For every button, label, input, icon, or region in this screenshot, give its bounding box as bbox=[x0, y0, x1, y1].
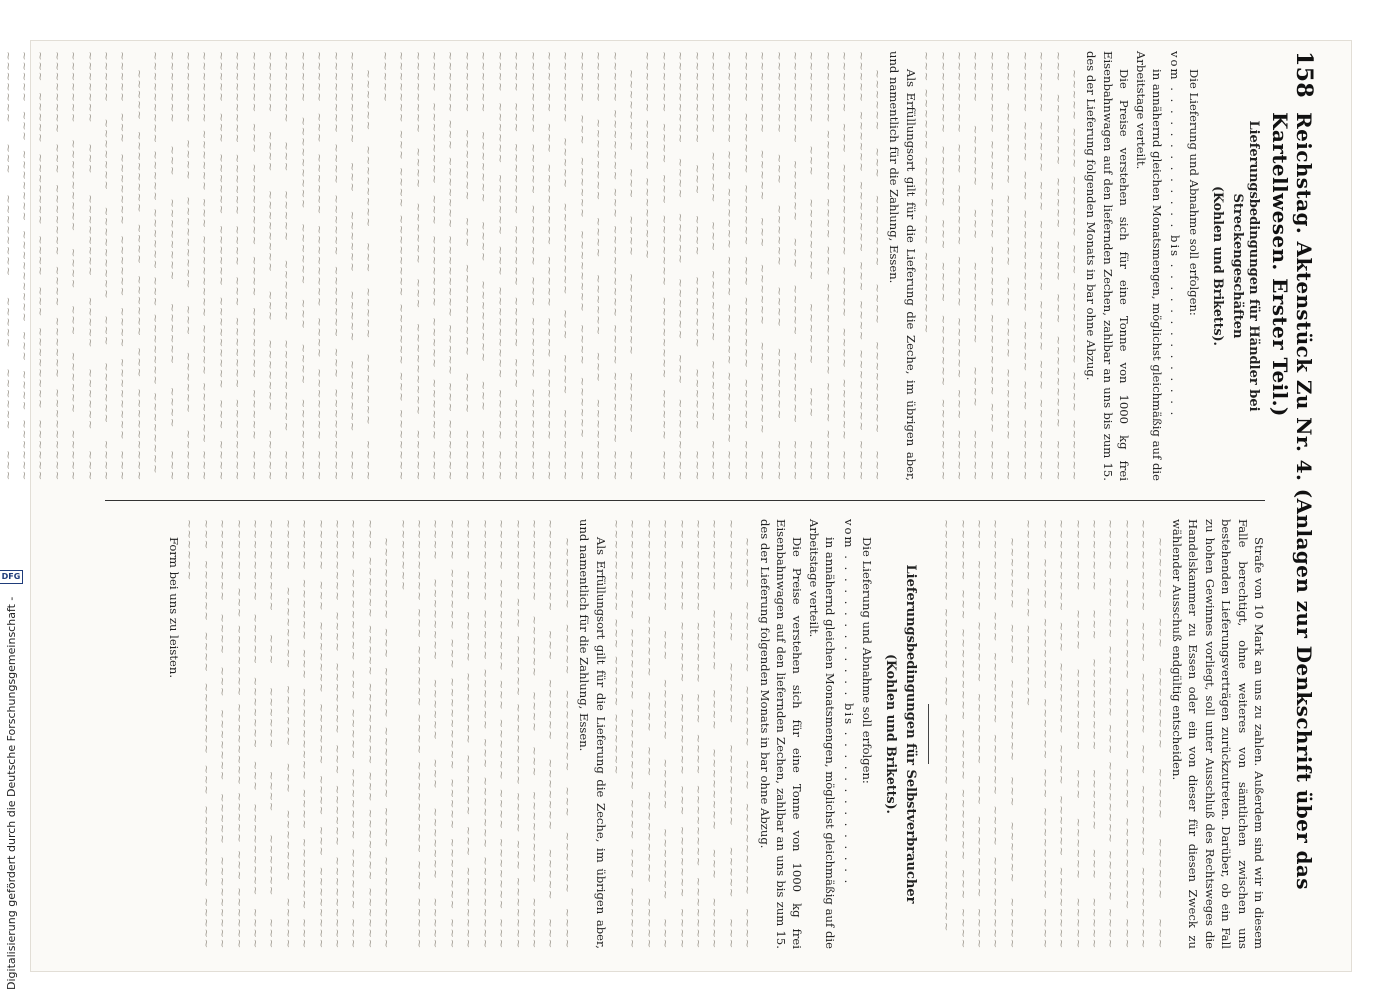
right-body-text: ~~~~~~ ~~~ ~~~~~~~~ ~~~~~ ~~~~~~ ~~~ ~~~~~~~~~ ~~~~ ~~~~~~ ~~~ ~~~~~~~ ~~~~~~~~ ~~~~~ ~~~ ~~~~~~ ~~~~~~~ ~~~~ ~~~~~~~~~ ~~~ ~~~~~ ~~~~~~ ~~~~~~~ ~~~ ~~~~~~~~ ~~~~~ ~~~~ ~~~~~~~ ~~~ ~~~~~~~~~ ~~~~~~ ~~~ ~~~~~ ~~~~~~~ ~~~~ ~~~~~~~~ ~~~ ~~~~~~ ~~~~~ ~~~~~~~~~ ~~~ ~~~~~~~ ~~~~ ~~~~~~ ~~~~~~~~ ~~~ ~~~~~ ~~~~~~~ ~~~~~~ ~~~ ~~~~~~~~~ ~~~~ ~~~~~~ ~~~ ~~~~~~~~ bbox=[1022, 519, 1168, 949]
right-para-1: in annähernd gleichen Monatsmengen, möglichst gleichmäßig auf die Arbeitstage verteilt. bbox=[806, 519, 838, 949]
right-body-text: ~~~~~~~ ~~~~ ~~~~~~~~ ~~~ ~~~~~~ ~~~~~ ~~~~~~~~ ~~~ ~~~~~~~ ~~~~~~ ~~~~ ~~~~~~~~~ ~~~ ~~~~~ ~~~~~~ ~~~~~~~ ~~~ ~~~~~~~~ ~~~~ ~~~~~~ ~~~ ~~~~~~~~~ ~~~~~ ~~~~~~~ ~~~ ~~~~ ~~~~~~~~ ~~~~~~ ~~~ ~~~~~~~ ~~~~~ ~~~~~~~~ bbox=[940, 519, 1020, 949]
left-section-subtitle: (Kohlen und Briketts). bbox=[1211, 186, 1227, 346]
page-header bbox=[1268, 51, 1317, 956]
left-intro: Die Lieferung und Abnahme soll erfolgen: bbox=[1186, 69, 1201, 316]
left-dots-line: vom . . . . . . . . . . . . . bis . . . . . . . . . . . . . . bbox=[1168, 51, 1183, 418]
left-section-title: Lieferungsbedingungen für Händler bei Streckengeschäften bbox=[1229, 120, 1261, 412]
digitization-credit bbox=[1, 10, 21, 990]
left-column bbox=[1, 51, 1267, 481]
right-column bbox=[97, 519, 1267, 949]
left-body-text: ~~~~~~ ~~~~~~~~ ~~~ ~~~~~ ~~~~~~~ ~~~~ ~~~~~~~~~ ~~~ ~~~~~~ ~~~~~ ~~~~~~~ ~~~ ~~~~~~~~ ~~~~ ~~~~~~ ~~~~~~~ ~~~ ~~~~~~~~~ ~~~~~ ~~~ ~~~~~~ ~~~~~~~~ ~~~~ ~~~~~~~ ~~~ ~~~~~ ~~~~~~~~~ ~~~~~~ ~~~ ~~~~ ~~~~~~~~ ~~~~~~~ ~~~ ~~~~~ ~~~~~~ ~~~~~~~~~ ~~~ ~~~~~~ ~~~~ ~~~~~~~~ ~~~ ~~~~~~~ ~~~~~ ~~~~~~ ~~~ ~~~~~~~~ ~~~~ ~~~~~~~ ~~~~~ ~~~ ~~~~~~~~~ ~~~~~~ ~~~~ ~~~ ~~~~~~~ ~~~~~~~~ ~~~~~ ~~~ ~~~~~~ ~~~~~~ ~~~~~~~~~ ~~~ ~~~~ ~~~~~~~ ~~~~~~ ~~~ ~~~~~~~~ ~~~~~ ~~~~~~ ~~~ ~~~~~~~ ~~~~ ~~~~~~~~~ ~~~ ~~~~~~ ~~~~~ ~~~~~~~ ~~~ ~~~~~~~~ ~~~~~~ ~~~~ ~~~ ~~~~~~~~~ ~~~~~ ~~~~~~ ~~~ ~~~~~~~ ~~~~~~~~ bbox=[149, 51, 377, 481]
right-body-text: ~~~~~~~ ~~~~~ ~~~~~~~~ ~~~ ~~~~~~ ~~~~ ~~~~~~~~~ ~~~ ~~~~~~ ~~~~~~~ ~~~~~ ~~~ ~~~~~~~~ ~~~~~~ ~~~~ ~~~ ~~~~~~~~~ ~~~~~ ~~~~~~~ ~~~ ~~~~~~ ~~~~~~~~ ~~~~ ~~~ ~~~~~~~ ~~~~~ ~~~~~~~~~ ~~~ ~~~~~~ ~~~~ ~~~~~~~ ~~~ ~~~~~~~~ ~~~~~ ~~~~~~ ~~~ ~~~~~~~ ~~~~~~~~~ ~~~~ ~~~ ~~~~~ ~~~~~~~ ~~~~~~ ~~~ ~~~~~~~~ ~~~~ ~~~~~~ ~~~ ~~~~~~~~~ ~~~~~ ~~~~~~~ ~~~ ~~~~ ~~~~~~~~ ~~~~~~ ~~~ ~~~~~~~ ~~~~~ ~~~~~~~~ ~~~ ~~~~~~ ~~~~ ~~~~~~~~~ ~~~ ~~~~~ ~~~~~~~ bbox=[396, 519, 575, 949]
right-para-2: Die Preise verstehen sich für eine Tonne von 1000 kg frei Eisenbahnwagen auf den liefernden Zechen, zahlbar an uns bis zum 15. des der Lieferung folgenden Monats in bar ohne Abzug. bbox=[757, 519, 805, 949]
section-rule bbox=[928, 704, 929, 764]
right-para-top: Strafe von 10 Mark an uns zu zahlen. Außerdem sind wir in diesem Falle berechtigt, ohne weiteres von sämtlichen zwischen uns bestehenden Lieferungsverträgen zurückzutreten. Darüber, ob ein Fall zu hohen Gewinnes vorliegt, soll unter Ausschluß des Rechtsweges die Handelskammer zu Essen oder ein von dieser für diesen Zweck zu wählender Ausschuß endgültig entscheiden. bbox=[1169, 519, 1266, 949]
right-para-3: Als Erfüllungsort gilt für die Lieferung die Zeche, im übrigen aber, und namentlich für die Zahlung, Essen. bbox=[577, 519, 608, 949]
right-dots-line: vom . . . . . . . . . . . . . bis . . . . . . . . . . . . . . bbox=[841, 519, 856, 886]
right-intro: Die Lieferung und Abnahme soll erfolgen: bbox=[860, 537, 875, 784]
left-body-text: ~~~~~~ ~~~ ~~~~~~~ ~~~~ ~~~~~~~~~ ~~~ ~~~~~ ~~~~~~ ~~~~~~~ ~~~ ~~~~ ~~~~~~~~ ~~~~ ~~~~~~ ~~~ ~~~~~~~~~ ~~~~~ ~~~~ ~~~~~~ ~~~ ~~~~~~~ ~~~~~~ ~~~~ ~~~ ~~~~~~~~~ ~~~~ ~~~~~ ~~~~~~~ ~~~ ~~~~~~~~ ~~~~~~ ~~~ ~~~~ ~~~~~~~~~ ~~~~~~ ~~~ ~~~~~ ~~~~~~~ ~~~~ ~~~~~~~~ ~~~ ~~~~~~ ~~~~ ~~~~~~~ ~~~~ ~~~~~~~~ ~~~~~ ~~~ ~~~~~~ ~~~~~~~~~ ~~~ ~~~~~ ~~~~~~ ~~~~~~ ~~~ ~~~~~~~ ~~~~~ ~~~~ ~~~~~~~~~ ~~~ ~~~~~~ ~~~~ ~~~~~~ ~~~~~~~ ~~~ ~~~~~~~~ ~~~~~ ~~~ ~~~~~~~ ~~~~~~ ~~~~ ~~~~~~~~~ ~~~ ~~~~ ~~~~~~~ ~~~~~~ ~~~ ~~~~~~~~~ ~~~~ ~~~~~ ~~~~~~ ~~~ ~~~~~~~~ ~~~~~~ ~~~~ ~~~ ~~~~~~~ ~~~~~~~~ ~~~~~ ~~~ ~~~~~~ ~~~~~ ~~~~~~~~ bbox=[641, 51, 886, 481]
right-body-text: ~~~~~~~~ ~~~ ~~~~~ ~~~~~~~ ~~~~ ~~~~~~~~~ ~~~ ~~~~~~ ~~~~~ ~~~~~~~~ ~~~ ~~~~~~~ ~~~~~~ ~~~~ ~~~~~~~~~ ~~~ ~~~~~ ~~~~~~~ ~~~~~~ ~~~ ~~~~~~~~ ~~~~ ~~~~~~~ ~~~ ~~~~~~ ~~~~~~~~~ ~~~~~ ~~~ ~~~~~~~ ~~~~~~ ~~~~ ~~~ ~~~~~~~~ ~~~~~ ~~~~~~ ~~~ ~~~~~~~~~ ~~~~ ~~~~~~~ ~~~ ~~~~~ ~~~~~~~~ ~~~~~~ ~~~ ~~~~~~~ ~~~~~ ~~~~~~~~~ ~~~ ~~~~~~ ~~~~ ~~~~~~ ~~~ ~~~~~~~~ ~~~~~ ~~~~~~~ ~~~ ~~~~~~~~~ ~~~~ ~~~~~~ ~~~ ~~~~~~~ ~~~~~~~~ ~~~~~ ~~~ ~~~~~~ ~~~~~~~~ ~~~~ ~~~ ~~~~~~~ ~~~~~ ~~~~~~~~~ ~~~ ~~~~~~ ~~~~ ~~~~~~~ ~~~ ~~~~~~~~ ~~~~~ ~~~~~~ bbox=[183, 519, 395, 949]
left-para-3: Als Erfüllungsort gilt für die Lieferung die Zeche, im übrigen aber, und namentlich für die Zahlung, Essen. bbox=[887, 51, 918, 481]
credit-text: Digitalisierung gefördert durch die Deutsche Forschungsgemeinschaft - bbox=[4, 596, 18, 990]
column-divider bbox=[105, 500, 1265, 501]
right-section-subtitle: (Kohlen und Briketts). bbox=[884, 654, 900, 814]
left-para-2: Die Preise verstehen sich für eine Tonne von 1000 kg frei Eisenbahnwagen auf den liefernden Zechen, zahlbar an uns bis zum 15. des der Lieferung folgenden Monats in bar ohne Abzug. bbox=[1084, 51, 1132, 481]
right-last-line: Form bei uns zu leisten. bbox=[167, 537, 181, 679]
left-body-text: ~~~~~ ~~~~~~~~ ~~~~ ~~~~~~ ~~~ ~~~~~~~~~ ~~~~~ ~~~ ~~~~~~~ ~~~~~~ ~~~~ ~~~~~~~~ ~~~ ~~~~~ ~~~~~~~ ~~~~~~~~~ ~~~ ~~~~~~ ~~~~ ~~~~~~~ ~~~ ~~~~~~~~ ~~~~~ ~~~~~~ ~~~ ~~~~~~~ ~~~~~~~~~ ~~~~ ~~~ ~~~~~~ ~~~~~ ~~~~~~~~ ~~~ ~~~~~~~ ~~~~ ~~~~~~ ~~~~~~~~~ ~~~ ~~~~~ ~~~~~~~ ~~~~ ~~~ ~~~~~~~~ ~~~~~~ ~~~~~ ~~~ ~~~~~~~ ~~~~~~~~~ ~~~ ~~~~ ~~~~~~ ~~~~~~~ ~~~ ~~~~~~~~ ~~~~~ ~~~~~~ ~~~ bbox=[1, 51, 147, 481]
left-para-1: in annähernd gleichen Monatsmengen, möglichst gleichmäßig auf die Arbeitstage verteilt. bbox=[1133, 51, 1164, 481]
right-body-text: ~~~~~ ~~~~~~~ ~~~~~~ ~~~ ~~~~~~~~~ ~~~~ ~~~~~~~ ~~~ ~~~~~~ ~~~~~~~~ ~~~~~ ~~~ ~~~~~~~ ~~~~~~ ~~~~ ~~~~~~~~ ~~~ ~~~~~ ~~~~~~~~~ ~~~~~~ ~~~ ~~~~ ~~~~~~~~ ~~~~~~~ ~~~ ~~~~~ ~~~~~~ ~~~~~~~~ ~~~ ~~~~~~~ ~~~~ ~~~~~~~~~ ~~~ ~~~~~~ ~~~~~ ~~~~~~~ ~~~ ~~~~~~~~ ~~~~~~ ~~~~ ~~~ ~~~~~~~~~ ~~~~~ ~~~~~~ ~~~ ~~~~~~~ ~~~~~~~~ ~~~~ ~~~ ~~~~~~ ~~~~~~~~~ ~~~ ~~~~~ ~~~~~~ bbox=[609, 519, 756, 949]
right-section-title: Lieferungsbedingungen für Selbstverbraucher bbox=[902, 564, 918, 904]
dfg-logo-icon: DFG bbox=[0, 570, 23, 584]
page-title: Reichstag. Aktenstück Zu Nr. 4. (Anlagen zur Denkschrift über das Kartellwesen. Erster Teil.) bbox=[1268, 112, 1316, 890]
left-body-text: ~~~~~~~~ ~~~ ~~~~ ~~~~~~~~ ~~~~~~ ~~~ ~~~~~ ~~~~~~~ ~~~ ~~~~~~~~~ ~~~~ ~~~~~~~ ~~~ ~~~~~ ~~~~~~~~ ~~~~ ~~~~~~ ~~~ ~~~~~~~~ ~~~~~ ~~~ ~~~~~~ ~~~~~~~~ ~~~~ ~~~~~~ ~~~ ~~~~~~~ ~~~~~ ~~~~~~~~~ ~~~ ~~~~ ~~~~~~~ ~~~~~~ ~~~ ~~~~~~~~ ~~~~~ ~~~~ ~~~~~~~ ~~~ ~~~~~~~~ ~~~~~ ~~~~~~ ~~~ ~~~~~~ ~~~~~~~~~ ~~~~ ~~~ ~~~~~~~ ~~~~~~ ~~~~~ ~~~ ~~~~~~~~ ~~~~ ~~~~~~ ~~~~~~ ~~~ ~~~~~~~~~ ~~~~~ ~~~ ~~~~~~ ~~~~~~~ ~~~~ ~~~~~~~~ ~~~ ~~~~~ ~~~~~~ ~~~~~~~ ~~~ ~~~~~~~~~ ~~~~ ~~~~~ ~~~~~~ ~~~ ~~~~~~~ ~~~~~~~~ ~~~~~ ~~~ ~~~~~~ ~~~~ ~~~~~~~~ ~~~ ~~~~~~~ ~~~~~ ~~~~~~ ~~~ ~~~~~~~~ ~~~~ ~~~~~~ ~~~ ~~~~~~~~~ ~~~~~ ~~~~~~~ ~~~ ~~~~ ~~~~~~~~ ~~~~~~ ~~~ ~~~~~~~ ~~~~~ bbox=[378, 51, 639, 481]
page-number: 158 bbox=[1291, 51, 1317, 99]
left-body-text: ~~~~~ ~~~~ ~~~~~~ ~~~ ~~~~~~~~ ~~~~ ~~~~~~ ~~~ ~~~~~~~ ~~~~~ ~~~~ ~~~ ~~~~~~~~~ ~~~~ ~~~~~~ ~~~~~ ~~~ ~~~~~~~ ~~~~~ ~~~ ~~~~~~~~ ~~~~~~ ~~~~ ~~~ ~~~~~~~~~~ ~~~~~ ~~~ ~~~~~~ ~~~~ ~~~~~~~~ ~~~~~~~ ~~~ ~~~~ ~~~~~~~ ~~~ ~~~~~~~~ ~~~~~ ~~~~ ~~~~~~ ~~~~~~~~ ~~~ ~~~~ ~~~~~ ~~~~~~ ~~~ ~~~~~~~~ ~~~~ ~~~~~ ~~~~~~~~ ~~~ ~~~~~~ ~~~~~ ~~~~~~ ~~~ ~~~~~ ~~~~~~~~ ~~~~~~ ~~~ ~~~~ ~~~~~~~ ~~~~~~~~ ~~~ ~~~~~~ ~~~~~ ~~~ ~~~~~~~~ bbox=[920, 51, 1082, 481]
